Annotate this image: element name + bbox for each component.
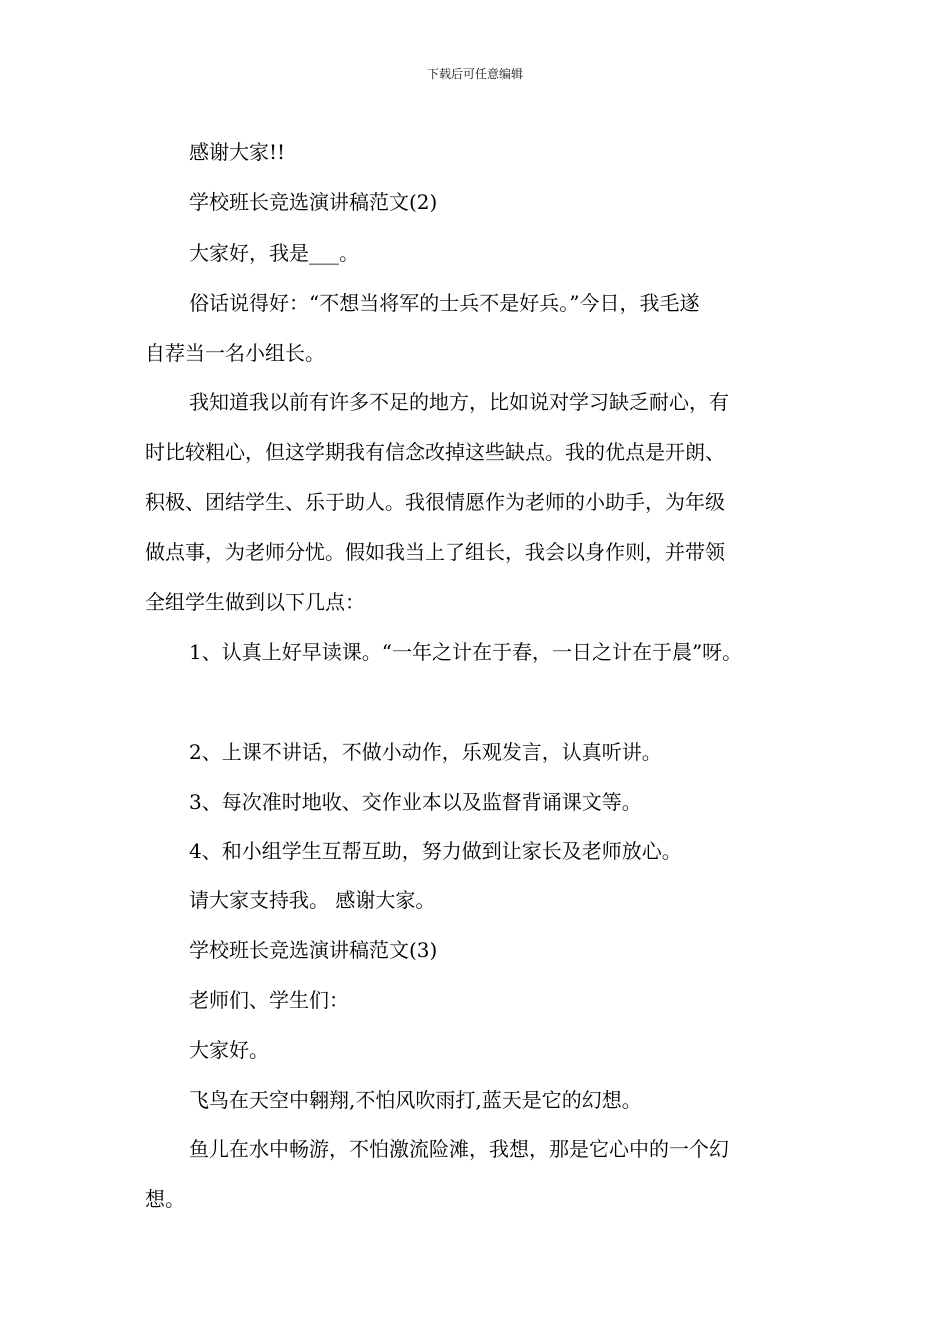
list-item-1: 1、认真上好早读课。“一年之计在于春，一日之计在于晨”呀。 xyxy=(189,640,743,664)
list-item-3: 3、每次准时地收、交作业本以及监督背诵课文等。 xyxy=(189,790,642,814)
section-title-2: 学校班长竞选演讲稿范文(2) xyxy=(189,190,438,214)
paragraph-line: 全组学生做到以下几点： xyxy=(145,590,365,614)
section-title-3: 学校班长竞选演讲稿范文(3) xyxy=(189,938,438,962)
text-line-hello: 大家好。 xyxy=(189,1038,269,1062)
paragraph-line: 自荐当一名小组长。 xyxy=(145,341,325,365)
paragraph-line: 俗话说得好：“不想当将军的士兵不是好兵。”今日，我毛遂 xyxy=(189,291,700,315)
text-line-greeting: 大家好，我是___。 xyxy=(189,241,359,265)
list-item-2: 2、上课不讲话，不做小动作，乐观发言，认真听讲。 xyxy=(189,740,662,764)
text-line-closing: 请大家支持我。 感谢大家。 xyxy=(189,888,436,912)
paragraph-line: 飞鸟在天空中翱翔,不怕风吹雨打,蓝天是它的幻想。 xyxy=(189,1088,642,1112)
page-header: 下载后可任意编辑 xyxy=(426,67,523,81)
paragraph-line: 做点事，为老师分忧。假如我当上了组长，我会以身作则，并带领 xyxy=(145,540,725,564)
paragraph-line: 积极、团结学生、乐于助人。我很情愿作为老师的小助手，为年级 xyxy=(145,490,725,514)
text-line-thanks: 感谢大家!! xyxy=(189,140,286,164)
paragraph-line: 我知道我以前有许多不足的地方，比如说对学习缺乏耐心，有 xyxy=(189,390,729,414)
list-item-4: 4、和小组学生互帮互助，努力做到让家长及老师放心。 xyxy=(189,839,682,863)
paragraph-line: 时比较粗心，但这学期我有信念改掉这些缺点。我的优点是开朗、 xyxy=(145,440,725,464)
paragraph-line: 想。 xyxy=(145,1187,185,1211)
text-line-salutation: 老师们、学生们： xyxy=(189,988,349,1012)
paragraph-line: 鱼儿在水中畅游，不怕激流险滩，我想，那是它心中的一个幻 xyxy=(189,1137,729,1161)
